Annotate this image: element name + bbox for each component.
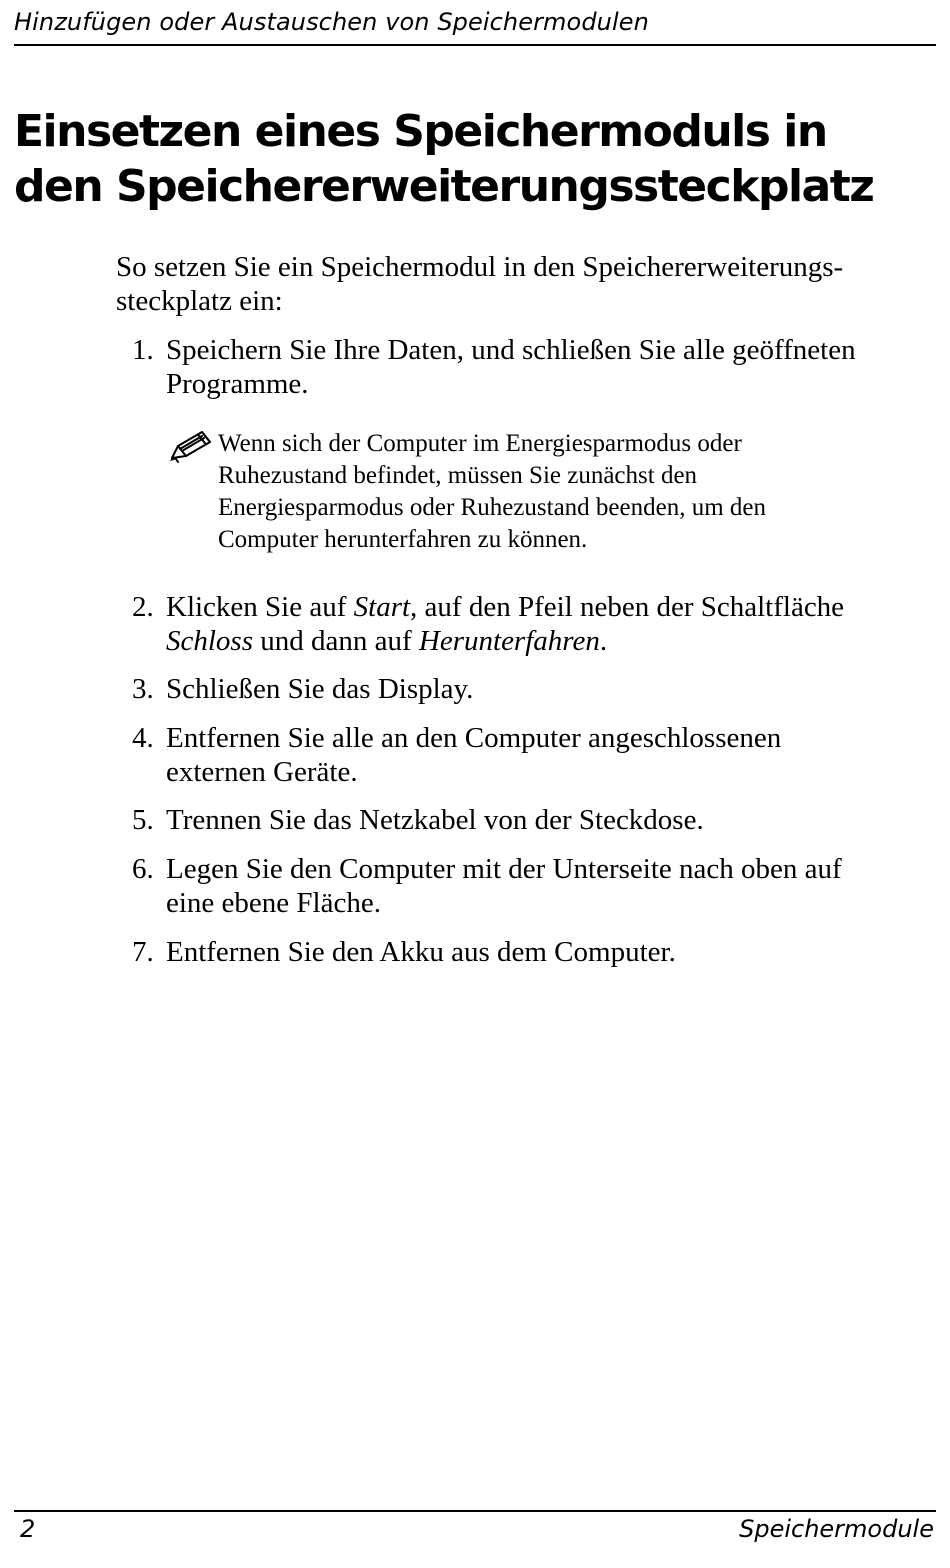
intro-line1: So setzen Sie ein Speichermodul in den Speichererweiterungs-: [116, 251, 844, 283]
step-text-line: Legen Sie den Computer mit der Unterseite nach oben auf: [166, 853, 842, 885]
note-line: Wenn sich der Computer im Energiesparmodus oder: [218, 430, 742, 457]
ui-term-start: Start: [353, 591, 411, 623]
step-number: 4.: [132, 722, 154, 754]
page-number: 2: [20, 1515, 36, 1543]
step-2: [132, 590, 922, 658]
step-text: [166, 935, 922, 969]
step-number: 2.: [132, 591, 154, 623]
footer-section-name: Speichermodule: [739, 1515, 934, 1543]
step-text-run: und dann auf: [253, 625, 419, 657]
step-text-line: Entfernen Sie den Akku aus dem Computer.: [166, 936, 676, 968]
step-text: [166, 803, 922, 837]
step-text: [166, 672, 922, 706]
step-5: [132, 803, 922, 837]
step-text-run: Klicken Sie auf: [166, 591, 354, 623]
step-text-line: Entfernen Sie alle an den Computer angeschlossenen: [166, 722, 782, 754]
step-4: [132, 721, 922, 789]
footer-rule: [14, 1510, 936, 1512]
section-title-line1: Einsetzen eines Speichermoduls in: [14, 106, 827, 157]
step-text-line: Schließen Sie das Display.: [166, 673, 474, 705]
step-1: [132, 333, 922, 401]
ui-term-herunterfahren: Herunterfahren: [418, 625, 600, 657]
ui-term-schloss: Schloss: [166, 625, 253, 657]
step-text-run: .: [599, 625, 608, 657]
pencil-icon: [166, 428, 216, 468]
step-number: 1.: [132, 334, 154, 366]
step-text-run: , auf den Pfeil neben der Schaltfläche: [410, 591, 845, 623]
step-text-line: Trennen Sie das Netzkabel von der Steckdose.: [166, 804, 704, 836]
step-text: [166, 852, 922, 920]
step-number: 7.: [132, 936, 154, 968]
step-number: 3.: [132, 673, 154, 705]
note-line: Energiesparmodus oder Ruhezustand beenden, um den: [218, 494, 766, 521]
step-number: 6.: [132, 853, 154, 885]
section-title-line2: den Speichererweiterungssteckplatz: [14, 161, 874, 212]
note-line: Ruhezustand befindet, müssen Sie zunächst den: [218, 462, 698, 489]
step-text-line: Speichern Sie Ihre Daten, und schließen Sie alle geöffneten: [166, 334, 856, 366]
step-text: [166, 590, 922, 658]
note-text: [218, 428, 858, 556]
step-text-line: externen Geräte.: [166, 756, 358, 788]
step-text-line: Programme.: [166, 368, 309, 400]
step-text: [166, 721, 922, 789]
header-rule: [14, 44, 936, 46]
step-number: 5.: [132, 804, 154, 836]
step-3: [132, 672, 922, 706]
step-text-line: eine ebene Fläche.: [166, 887, 381, 919]
step-text: [166, 333, 922, 401]
running-header: Hinzufügen oder Austauschen von Speichermodulen: [14, 8, 649, 36]
step-7: [132, 935, 922, 969]
intro-line2: steckplatz ein:: [116, 285, 283, 317]
section-title: [14, 104, 944, 214]
note-line: Computer herunterfahren zu können.: [218, 526, 588, 553]
step-6: [132, 852, 922, 920]
intro-paragraph: [116, 250, 916, 318]
